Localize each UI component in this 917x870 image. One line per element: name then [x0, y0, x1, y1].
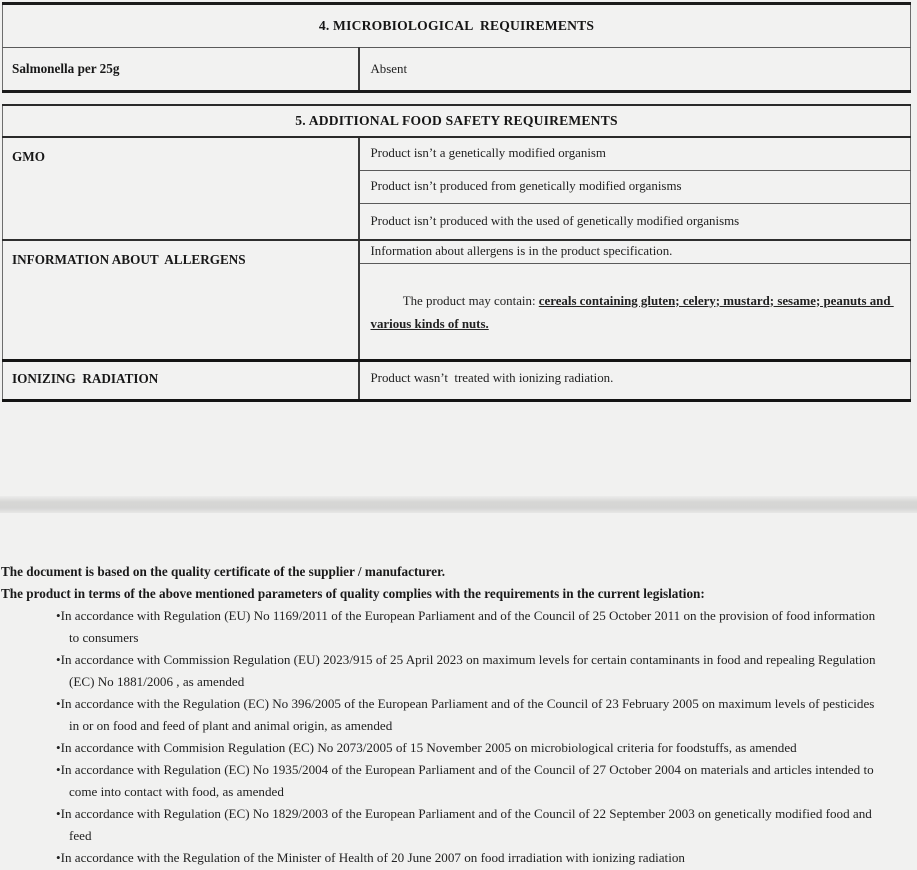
note-intro-1: The document is based on the quality certificate of the supplier / manufacturer. [1, 563, 446, 579]
table-row [3, 137, 911, 170]
table-row [3, 360, 911, 400]
section-5-header-row [3, 105, 911, 137]
table-row [3, 240, 911, 263]
parameter-label-ionizing-radiation: IONIZING RADIATION [3, 360, 359, 400]
allergens-statement-1: Information about allergens is in the product specification. [359, 240, 911, 263]
section-5-title: 5. ADDITIONAL FOOD SAFETY REQUIREMENTS [3, 105, 911, 137]
parameter-label-salmonella: Salmonella per 25g [3, 48, 359, 92]
regulation-item-3: • In accordance with the Regulation (EC) No 396/2005 of the European Parliament and of the Council of 23 February 2005 on maximum levels of pesticides in or on food and feed of plant and animal origin, as amended [56, 693, 883, 737]
allergens-list-emphasis: cereals containing gluten; celery; mustard; sesame; peanuts and various kinds of nuts. [370, 293, 894, 331]
ionizing-radiation-statement: Product wasn’t treated with ionizing radiation. [370, 370, 614, 385]
regulation-item-1: • In accordance with Regulation (EU) No 1169/2011 of the European Parliament and of the Council of 25 October 2011 on the provision of food information to consumers [56, 605, 883, 649]
allergens-statement-2 [359, 263, 911, 360]
regulation-list [1, 605, 883, 869]
microbiological-requirements-table [2, 2, 911, 93]
regulation-item-2: • In accordance with Commission Regulation (EU) 2023/915 of 25 April 2023 on maximum levels for certain contaminants in food and repealing Regulation (EC) No 1881/2006 , as amended [56, 649, 883, 693]
table-row [3, 48, 911, 92]
additional-food-safety-table [2, 104, 911, 402]
allergens-statement-prefix: The product may contain: [402, 293, 539, 308]
gmo-statement-1: Product isn’t a genetically modified organism [359, 137, 911, 170]
gmo-statement-3: Product isn’t produced with the used of genetically modified organisms [359, 203, 911, 240]
parameter-value-salmonella: Absent [370, 61, 408, 76]
page-bottom-spacer [0, 402, 917, 496]
regulation-item-5: • In accordance with Regulation (EC) No 1935/2004 of the European Parliament and of the Council of 27 October 2004 on materials and articles intended to come into contact with food, as amended [56, 759, 883, 803]
section-4-title: 4. MICROBIOLOGICAL REQUIREMENTS [3, 4, 911, 48]
legal-notes [0, 561, 917, 869]
regulation-item-6: • In accordance with Regulation (EC) No 1829/2003 of the European Parliament and of the Council of 22 September 2003 on genetically modified food and feed [56, 803, 883, 847]
parameter-label-allergens: INFORMATION ABOUT ALLERGENS [3, 240, 359, 360]
parameter-label-gmo: GMO [3, 137, 359, 240]
document-page [0, 2, 917, 870]
regulation-item-4: • In accordance with Commision Regulation (EC) No 2073/2005 of 15 November 2005 on microbiological criteria for foodstuffs, as amended [56, 737, 883, 759]
regulation-item-7: • In accordance with the Regulation of the Minister of Health of 20 June 2007 on food irradiation with ionizing radiation [56, 847, 883, 869]
note-intro-2: The product in terms of the above mentioned parameters of quality complies with the requirements in the current legislation: [1, 585, 705, 601]
section-4-header-row [3, 4, 911, 48]
page-break-band [0, 496, 917, 513]
gmo-statement-2: Product isn’t produced from genetically modified organisms [359, 170, 911, 203]
